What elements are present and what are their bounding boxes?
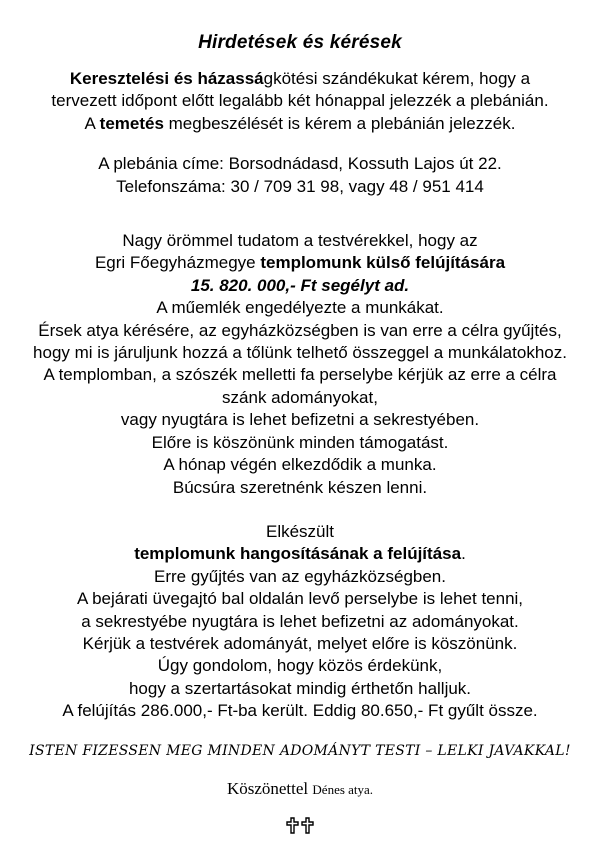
text-line: Nagy örömmel tudatom a testvérekkel, hogy az <box>122 231 478 251</box>
text-line: A templomban, a szószék melletti fa perselybe kérjük az erre a célra <box>43 365 557 385</box>
intro-paragraph <box>18 68 582 135</box>
parish-address: A plebánia címe: Borsodnádasd, Kossuth Lajos út 22. <box>98 154 502 174</box>
page-title: Hirdetések és kérések <box>198 32 402 53</box>
crosses-row <box>0 817 600 834</box>
sound-bold-text: templomunk hangosításának a felújítása <box>134 544 462 564</box>
text-line: A hónap végén elkezdődik a munka. <box>163 455 437 475</box>
sound-system-paragraph <box>18 521 582 723</box>
text-line <box>18 252 582 274</box>
text-line: vagy nyugtára is lehet befizetni a sekrestyében. <box>120 410 480 430</box>
intro-rest-text: gkötési szándékukat kérem, hogy a <box>263 69 531 88</box>
text-line <box>18 113 582 135</box>
text-line: Úgy gondolom, hogy közös érdekünk, <box>157 656 443 676</box>
text-line <box>18 68 582 90</box>
signature-name: Dénes atya. <box>312 781 374 797</box>
intro-pre-text: A <box>84 113 100 133</box>
text-line: hogy a szertartásokat mindig érthetőn halljuk. <box>128 678 472 698</box>
text-line: szánk adományokat, <box>222 387 378 407</box>
repair-costs: A felújítás 286.000,- Ft-ba került. Eddig 80.650,- Ft gyűlt össze. <box>62 701 538 721</box>
text-line: tervezett időpont előtt legalább két hónappal jelezzék a plebánián. <box>51 91 549 111</box>
intro-rest-text: megbeszélését is kérem a plebánián jelezzék. <box>163 113 516 133</box>
cross-icon <box>301 817 314 834</box>
signature-thanks: Köszönettel <box>226 778 313 798</box>
parish-phone: Telefonszáma: 30 / 709 31 98, vagy 48 / 951 414 <box>116 176 484 196</box>
blessing-line: ISTEN FIZESSEN MEG MINDEN ADOMÁNYT TESTI – LELKI JAVAKKAL! <box>29 742 571 759</box>
renovation-bold-text: templomunk külső felújítására <box>260 253 506 273</box>
text-line: a sekrestyébe nyugtára is lehet befizetni az adományokat. <box>81 611 519 631</box>
text-line: Kérjük a testvérek adományát, melyet előre is köszönünk. <box>82 633 518 653</box>
text-line: Előre is köszönünk minden támogatást. <box>151 432 449 452</box>
text-line: A bejárati üvegajtó bal oldalán levő perselybe is lehet tenni, <box>76 589 524 609</box>
funeral-bold-text: temetés <box>99 113 164 133</box>
text-line: Elkészült <box>265 521 335 541</box>
text-line: hogy mi is járuljunk hozzá a tőlünk telhető összeggel a munkálatokhoz. <box>33 343 567 363</box>
grant-amount: 15. 820. 000,- Ft segélyt ad. <box>190 275 410 295</box>
diocese-text: Egri Főegyházmegye <box>94 253 261 273</box>
contact-paragraph <box>18 153 582 198</box>
text-line: Erre gyűjtés van az egyházközségben. <box>153 566 446 586</box>
cross-icon <box>286 817 299 834</box>
text-line: Búcsúra szeretnénk készen lenni. <box>172 477 428 497</box>
sound-rest-text: . <box>461 544 466 564</box>
text-line <box>18 543 582 565</box>
renovation-paragraph <box>18 230 582 499</box>
signature-line <box>0 779 600 799</box>
text-line: A műemlék engedélyezte a munkákat. <box>156 298 444 318</box>
intro-bold-text: Keresztelési és házassá <box>69 69 264 88</box>
text-line: Érsek atya kérésére, az egyházközségben is van erre a célra gyűjtés, <box>38 320 562 340</box>
